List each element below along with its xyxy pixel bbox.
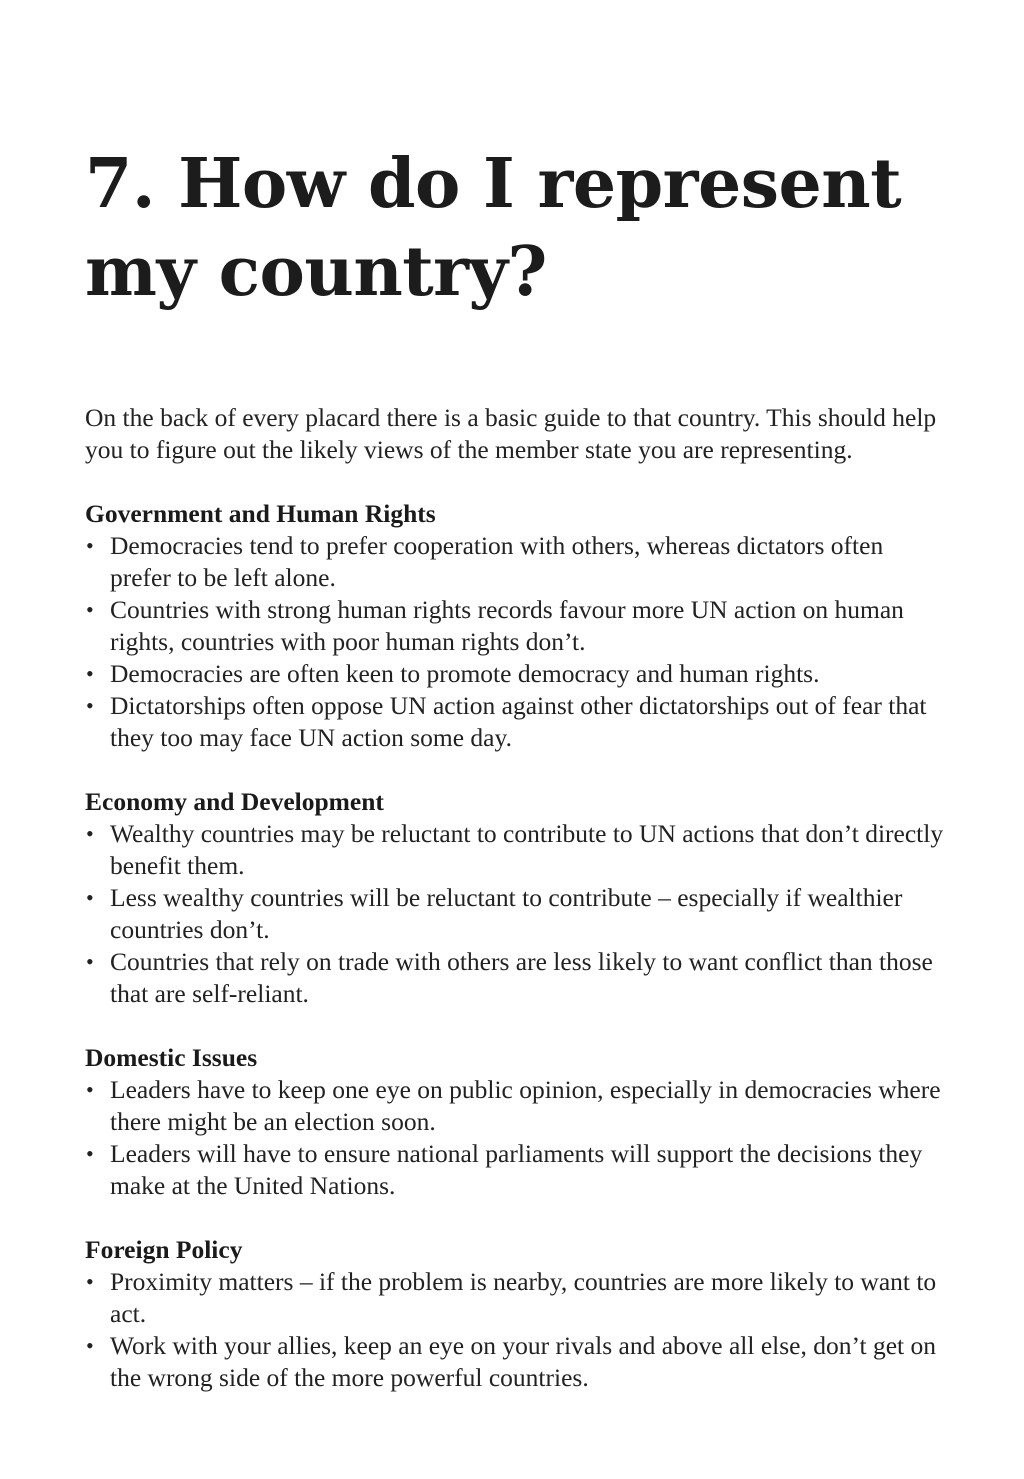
list-item [85, 946, 945, 1010]
bullet-icon: • [86, 661, 94, 686]
document-body [85, 402, 945, 1426]
bullet-icon: • [86, 1269, 94, 1294]
section-heading: Government and Human Rights [85, 499, 436, 528]
list-item-text: Leaders have to keep one eye on public opinion, especially in democracies where there might be an election soon. [110, 1075, 941, 1136]
bullet-list [85, 530, 945, 754]
list-item-text: Countries with strong human rights records favour more UN action on human rights, countries with poor human rights don’t. [110, 595, 904, 656]
list-item [85, 1138, 945, 1202]
list-item [85, 882, 945, 946]
list-item [85, 818, 945, 882]
page-title: 7. How do I represent my country? [85, 144, 902, 312]
intro-paragraph: On the back of every placard there is a basic guide to that country. This should help you to figure out the likely views of the member state you are representing. [85, 403, 937, 464]
bullet-list [85, 818, 945, 1010]
list-item-text: Wealthy countries may be reluctant to contribute to UN actions that don’t directly benefit them. [110, 819, 944, 880]
bullet-icon: • [86, 533, 94, 558]
bullet-list [85, 1266, 945, 1394]
section-domestic-issues [85, 1042, 945, 1202]
list-item-text: Democracies are often keen to promote democracy and human rights. [110, 659, 820, 688]
list-item-text: Democracies tend to prefer cooperation with others, whereas dictators often prefer to be left alone. [110, 531, 884, 592]
list-item-text: Countries that rely on trade with others are less likely to want conflict than those that are self-reliant. [110, 947, 933, 1008]
bullet-icon: • [86, 821, 94, 846]
bullet-list [85, 1074, 945, 1202]
bullet-icon: • [86, 949, 94, 974]
list-item-text: Dictatorships often oppose UN action against other dictatorships out of fear that they too may face UN action some day. [110, 691, 927, 752]
list-item [85, 1074, 945, 1138]
section-foreign-policy [85, 1234, 945, 1394]
list-item [85, 1330, 945, 1394]
section-government-human-rights [85, 498, 945, 754]
list-item [85, 690, 945, 754]
bullet-icon: • [86, 1141, 94, 1166]
section-economy-development [85, 786, 945, 1010]
bullet-icon: • [86, 597, 94, 622]
list-item-text: Leaders will have to ensure national parliaments will support the decisions they make at the United Nations. [110, 1139, 923, 1200]
bullet-icon: • [86, 885, 94, 910]
section-heading: Foreign Policy [85, 1235, 243, 1264]
list-item [85, 658, 945, 690]
section-heading: Domestic Issues [85, 1043, 258, 1072]
list-item-text: Proximity matters – if the problem is nearby, countries are more likely to want to act. [110, 1267, 937, 1328]
list-item-text: Work with your allies, keep an eye on your rivals and above all else, don’t get on the wrong side of the more powerful countries. [110, 1331, 936, 1392]
section-heading: Economy and Development [85, 787, 384, 816]
list-item [85, 530, 945, 594]
bullet-icon: • [86, 693, 94, 718]
list-item [85, 1266, 945, 1330]
list-item-text: Less wealthy countries will be reluctant to contribute – especially if wealthier countries don’t. [110, 883, 903, 944]
bullet-icon: • [86, 1077, 94, 1102]
bullet-icon: • [86, 1333, 94, 1358]
list-item [85, 594, 945, 658]
